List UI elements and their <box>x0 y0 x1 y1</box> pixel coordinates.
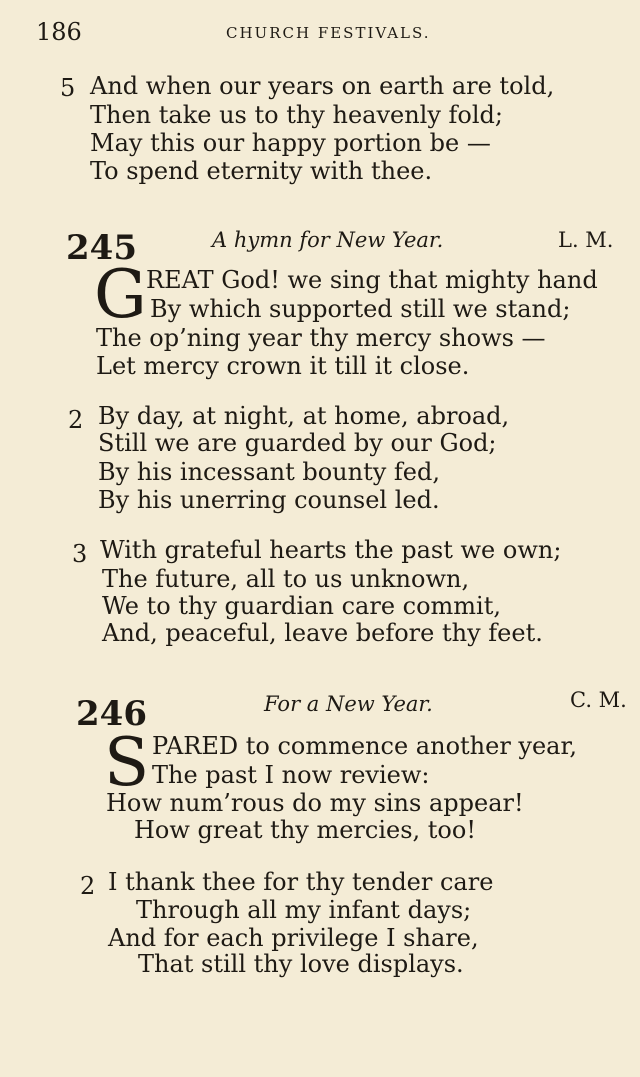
hymn-number: 246 <box>76 694 147 734</box>
verse-line: Then take us to thy heavenly fold; <box>90 101 504 129</box>
verse-line: That still thy love displays. <box>138 950 464 978</box>
verse-line: Still we are guarded by our God; <box>98 429 497 457</box>
verse-line: I thank thee for thy tender care <box>108 868 494 896</box>
verse-line: The future, all to us unknown, <box>102 565 470 593</box>
verse-line: The op’ning year thy mercy shows — <box>96 324 546 352</box>
verse-line: By day, at night, at home, abroad, <box>98 402 510 430</box>
verse-line: And for each privilege I share, <box>108 924 479 952</box>
verse-line: The past I now review: <box>152 761 430 789</box>
hymn-meter: L. M. <box>558 228 614 252</box>
verse-number: 2 <box>80 872 96 900</box>
verse-line: PARED to commence another year, <box>152 732 577 760</box>
verse-line: We to thy guardian care commit, <box>102 592 501 620</box>
verse-line: By his incessant bounty fed, <box>98 458 440 486</box>
verse-line: How num’rous do my sins appear! <box>106 789 524 817</box>
verse-line: By his unerring counsel led. <box>98 486 440 514</box>
verse-line: How great thy mercies, too! <box>134 816 476 844</box>
running-head: CHURCH FESTIVALS. <box>226 24 431 42</box>
page-number: 186 <box>36 18 82 46</box>
hymn-meter: C. M. <box>570 688 627 712</box>
drop-cap: G <box>94 256 147 333</box>
verse-line: And, peaceful, leave before thy feet. <box>102 619 543 647</box>
verse-number: 3 <box>72 540 88 568</box>
verse-number: 5 <box>60 74 76 102</box>
verse-line: Through all my infant days; <box>136 896 472 924</box>
hymn-title: A hymn for New Year. <box>212 228 444 252</box>
verse-line: And when our years on earth are told, <box>90 72 555 100</box>
verse-number: 2 <box>68 406 84 434</box>
verse-line: REAT God! we sing that mighty hand <box>146 266 598 294</box>
hymn-number: 245 <box>66 228 137 268</box>
verse-line: With grateful hearts the past we own; <box>100 536 562 564</box>
verse-line: May this our happy portion be — <box>90 129 491 157</box>
hymn-title: For a New Year. <box>264 692 433 716</box>
verse-line: By which supported still we stand; <box>150 295 571 323</box>
verse-line: Let mercy crown it till it close. <box>96 352 470 380</box>
page-header <box>36 18 620 52</box>
verse-line: To spend eternity with thee. <box>90 157 433 185</box>
drop-cap: S <box>104 724 150 801</box>
